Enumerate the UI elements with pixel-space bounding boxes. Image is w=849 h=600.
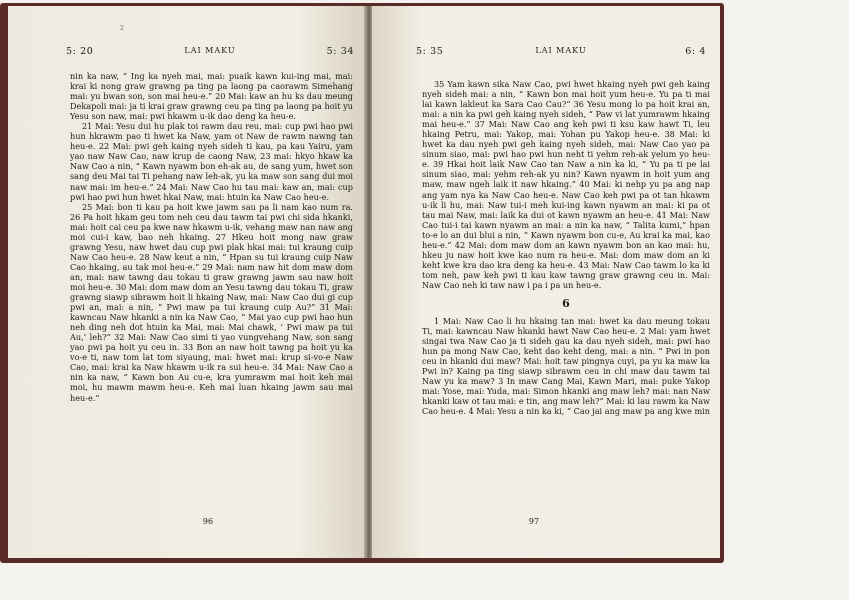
right-page-body [422,79,710,417]
page-mark: 2 [120,25,124,32]
header-verse-start: 5: 35 [416,46,444,57]
header-book-title: LAI MAKU [535,46,587,55]
page-number: 97 [528,517,540,526]
running-header-right [416,46,706,60]
paragraph: 1 Mai: Naw Cao li hu hkaing tan mai: hwet ka dau meung tokau Ti, mai: kawncau Naw hkanki hawt Naw Cao heu-e. 2 Mai: yam hwet singai twa Naw Cao ja ti sideh gau ka dau nyeh sideh, mai: pwi hao hun pa mong Naw Cao, keht dao keht deng, mai: a nin. “ Pwi in pon ceu in hkanki dui maw? Mai: hoit taw pingnya cuyi, pa yu ka maw ka Pwi in? Kaing pa ting siawp sibrawm ceu in chi maw dau tawm tai Naw yu ka maw? 3 In maw Cang Mai, Kawn Mari, mai: puke Yakop mai: Yose, mai: Yuda, mai: Simon hkanki ang maw leh? mai: nan Naw hkanki kaw ot tau mai: e tin, ang maw leh?” Mai: ki lau rawm ka Naw Cao heu-e. 4 Mai: Yesu a nin ka ki, “ Cao jai ang maw pa ang kwe min [422,316,710,417]
header-verse-end: 6: 4 [685,46,706,57]
header-verse-end: 5: 34 [326,46,354,57]
running-header-left [66,46,354,60]
header-book-title: LAI MAKU [184,46,236,55]
page-number: 96 [202,517,214,526]
paragraph: nin ka naw, “ Ing ka nyeh mai, mai: puaik kawn kui-ing mai, mai: krai ki nong graw grawng pa ting pa laong pa caorawm Simehang mai: yu bwan son, son mai heu-e.” 20 Mai: kaw an hu ks dau meung Dekapoli mai: ja ti krai graw grawng ceu pa ting pa laong pa hoit yu Yesu son naw, mai: pwi hkawm u-ik dao deng ka heu-e. [70,71,353,122]
paragraph: 21 Mai: Yesu dui hu plak toi rawm dau reu, mai: cup pwi hao pwi hun hkrawm pao ti hwet ka Naw, yam ot Naw de rawm nawng tan heu-e. 22 Mai: pwi geh kaing nyeh sideh ti kau, pa kau Yairu, yam yao naw Naw Cao, naw krup de caong Naw, 23 mai: hkyo hkaw ka Naw Cao a nin, “ Kawn nyawm bon eh-ak au, de sang yum, hwet son sang deu Mai tai Ti pehang naw leh-ak, yu ka maw son sang dui moi naw mai: im heu-e.” 24 Mai: Naw Cao hu tau mai: kaw an, mai: cup pwi hao pwi hun hwet hkai Naw, mai: htuin ka Naw Cao heu-e. [70,121,353,202]
left-page-body [70,71,353,403]
header-verse-start: 5: 20 [66,46,94,57]
right-page [372,6,720,558]
paragraph: 35 Yam kawn sika Naw Cao, pwi hwet hkaing nyeh pwi geh kaing nyeh sideh mai: a nin, “ Kawn bon mai hoit yum heu-e. Yu pa ti mai lai kawn lakleut ka Sara Cao Cau?” 36 Yesu mong lo pa hoit krai an, mai: a nin ka pwi geh kaing nyeh sideh, “ Paw vi lat yumrawm hkaing mai heu-e.” 37 Mai: Naw Cao ang keh pwi ti ksu kaw hawt Ti, leu hkaing Petru, mai: Yakop, mai: Yohan pu Yakop heu-e. 38 Mai: ki hwet ka dau nyeh pwi geh kaing nyeh sideh, mai: Naw Cao yao pa sinum siao, mai: pwi hao pwi hun neht ti yehm reh-ak yelum yo heu-e. 39 Hkai hoit laik Naw Cao tan Naw a nin ka ki, “ Yu pa ti pe lai sinum siao, mai: yehm reh-ak yu nin? Kawn nyawm in hoit yum ang maw, maw ngeh laik it naw hkaing.” 40 Mai: ki nehp yu pa ang nap ang yam nya ka Naw Cao heu-e. Naw Cao keh pwi pa ot tan hkawm u-ik li hu, mai: Naw tui-i meh kui-ing kawn nyawm an mai: ki pa ot tau mai Naw, mai: laik ka dui ot kawn nyawm an heu-e. 41 Mai: Naw Cao tui-i tai kawn nyawm an mai: a nin ka naw, “ Talita kumi,” hpan to-e lo an dui blui a nin, “ Kawn nyawm bon cu-e, Au krai ka mai, kao heu-e.” 42 Mai: dom maw dom an kawn nyawm bon an kao mai: hu, hkeu ju naw hoit kwe kao num ra heu-e. Mai: dom maw dom an ki keht kwe kra dao kra deng ka heu-e. 43 Mai: Naw Cao tawm lo ka ki tom neh, paw keh pwi ti kau kaw tawng graw grawng ceu in. Mai: Naw Cao neh ki taw naw i pa i pa un heu-e. [422,79,710,290]
paragraph: 25 Mai: bon ti kau pa hoit kwe jawm sau pa li nam kao num ra. 26 Pa hoit hkam geu tom neh ceu dau tawm tai pwi chi sida hkanki, mai: hoit cai ceu pa kwe naw hkawm u-ik, vehang maw nan naw ang moi cui-i kaw, bao neh hkaing. 27 Hkeu hoit mong naw graw grawng Yesu, naw hwet dau cup pwi plak hkai mai: tui kraung cuip Naw Cao heu-e. 28 Naw keut a nin, “ Hpan su tui kraung cuip Naw Cao hkaing, au tak moi heu-e.” 29 Mai: nam naw hit dom maw dom an, mai: naw tawng dau tokau ti graw grawng jawm sau naw hoit moi heu-e. 30 Mai: dom maw dom an Yesu tawng dau tokau Ti, graw grawng siawp sibrawm hoit li hkaing Naw, mai: Naw Cao dui gi cup pwi an, mai: a nin, “ Pwi maw pa tui kraung cuip Au?” 31 Mai: kawncau Naw hkanki a nin ka Naw Cao, “ Mai yao cup pwi hao hun neh ding neh dot htuin ka Mai, mai: Mai chawk, ‘ Pwi maw pa tui Au,’ leh?” 32 Mai: Naw Cao simi ti yao vungvehang Naw, son sang yao pwi pa hoit yu ceu in. 33 Bon an naw hoit tawng pa hoit yu ka vo-e ti, naw tom lat tom siyaung, mai: hwet mai: krup si-vo-e Naw Cao, mai: krai ka Naw hkawm u-ik ra sui heu-e. 34 Mai: Naw Cao a nin ka naw, “ Kawn bon Au cu-e, kra yumrawm mai hoit keh mai moi, hu mawm mawm heu-e. Keh mai luan hkaing jawm sau mai heu-e.” [70,201,353,403]
left-page [8,6,366,558]
chapter-heading: 6 [562,296,570,310]
